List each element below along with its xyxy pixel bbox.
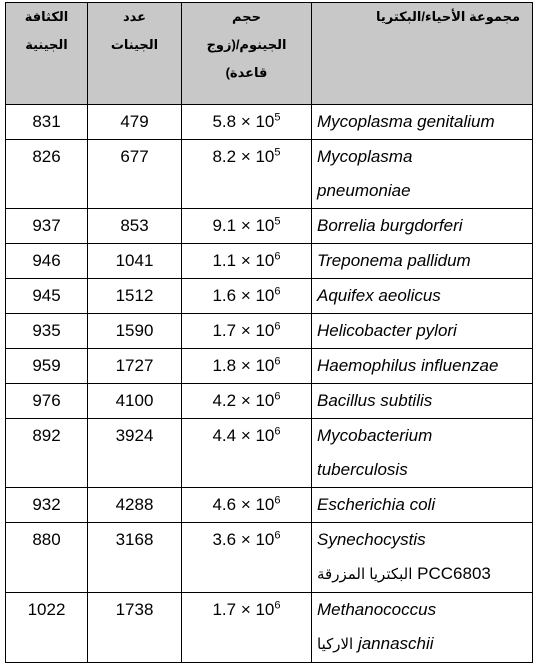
gene-count-cell: 1041 (88, 244, 182, 279)
header-organism: مجموعة الأحياء/البكتريا (312, 3, 533, 105)
organism-group-arabic: البكتريا المزرقة (317, 566, 413, 583)
organism-cell: Aquifex aeolicus (312, 279, 533, 314)
genome-size-cell: $5.8 \times 10^5$ (182, 105, 312, 140)
gene-count-cell: 3924 (88, 419, 182, 488)
table-row (6, 349, 533, 384)
density-cell: 1022 (6, 593, 88, 663)
genome-size-cell: $4.4 \times 10^6$ (182, 419, 312, 488)
gene-count-cell: 3168 (88, 523, 182, 593)
header-row (6, 3, 533, 105)
organism-group-arabic: الاركيا (317, 636, 354, 653)
gene-count-cell: 1738 (88, 593, 182, 663)
table-row (6, 279, 533, 314)
gene-count-cell: 4100 (88, 384, 182, 419)
genome-size-cell: $4.2 \times 10^6$ (182, 384, 312, 419)
header-gene-count (88, 3, 182, 105)
table-row (6, 593, 533, 663)
table-row (6, 523, 533, 593)
density-cell: 946 (6, 244, 88, 279)
density-cell: 826 (6, 140, 88, 209)
density-cell: 945 (6, 279, 88, 314)
gene-count-cell: 4288 (88, 488, 182, 523)
organism-cell: Synechocystis البكتريا المزرقة PCC6803 (312, 523, 533, 593)
density-cell: 880 (6, 523, 88, 593)
table-row (6, 488, 533, 523)
genome-size-cell: $9.1 \times 10^5$ (182, 209, 312, 244)
header-genome-size (182, 3, 312, 105)
density-cell: 892 (6, 419, 88, 488)
strain-label: PCC6803 (417, 564, 491, 583)
organism-cell: Mycobacterium tuberculosis (312, 419, 533, 488)
header-density-line1: الكثافة (24, 9, 69, 24)
gene-count-cell: 853 (88, 209, 182, 244)
table-row (6, 244, 533, 279)
gene-count-cell: 479 (88, 105, 182, 140)
density-cell: 976 (6, 384, 88, 419)
density-cell: 959 (6, 349, 88, 384)
gene-count-cell: 1727 (88, 349, 182, 384)
genome-size-cell: $3.6 \times 10^6$ (182, 523, 312, 593)
header-density-line2: الجينية (25, 37, 68, 52)
genome-size-cell: $1.8 \times 10^6$ (182, 349, 312, 384)
genome-size-cell: $1.7 \times 10^6$ (182, 314, 312, 349)
header-genome-size-line3: قاعدة) (225, 65, 268, 80)
organism-cell: Mycoplasma pneumoniae (312, 140, 533, 209)
genome-size-cell: $4.6 \times 10^6$ (182, 488, 312, 523)
genome-size-cell: $1.1 \times 10^6$ (182, 244, 312, 279)
organism-cell: Methanococcus الاركيا jannaschii (312, 593, 533, 663)
organism-cell: Bacillus subtilis (312, 384, 533, 419)
header-gene-count-line1: عدد (122, 9, 147, 24)
header-genome-size-line1: حجم (232, 9, 261, 24)
genome-table (5, 2, 533, 663)
density-cell: 935 (6, 314, 88, 349)
genome-size-cell: $1.7 \times 10^6$ (182, 593, 312, 663)
organism-cell: Haemophilus influenzae (312, 349, 533, 384)
header-density (6, 3, 88, 105)
table-row (6, 209, 533, 244)
genome-size-cell: $1.6 \times 10^6$ (182, 279, 312, 314)
organism-cell: Treponema pallidum (312, 244, 533, 279)
gene-count-cell: 677 (88, 140, 182, 209)
species-label: jannaschii (357, 634, 434, 653)
gene-count-cell: 1512 (88, 279, 182, 314)
genome-size-cell: $8.2 \times 10^5$ (182, 140, 312, 209)
table-row (6, 314, 533, 349)
header-gene-count-line2: الجينات (110, 37, 159, 52)
organism-cell: Helicobacter pylori (312, 314, 533, 349)
header-genome-size-line2: الجينوم/(زوج (206, 37, 287, 52)
table-row (6, 105, 533, 140)
gene-count-cell: 1590 (88, 314, 182, 349)
organism-cell: Borrelia burgdorferi (312, 209, 533, 244)
table-row (6, 419, 533, 488)
organism-cell: Mycoplasma genitalium (312, 105, 533, 140)
table-row (6, 384, 533, 419)
organism-cell: Escherichia coli (312, 488, 533, 523)
table-row (6, 140, 533, 209)
density-cell: 937 (6, 209, 88, 244)
density-cell: 831 (6, 105, 88, 140)
density-cell: 932 (6, 488, 88, 523)
